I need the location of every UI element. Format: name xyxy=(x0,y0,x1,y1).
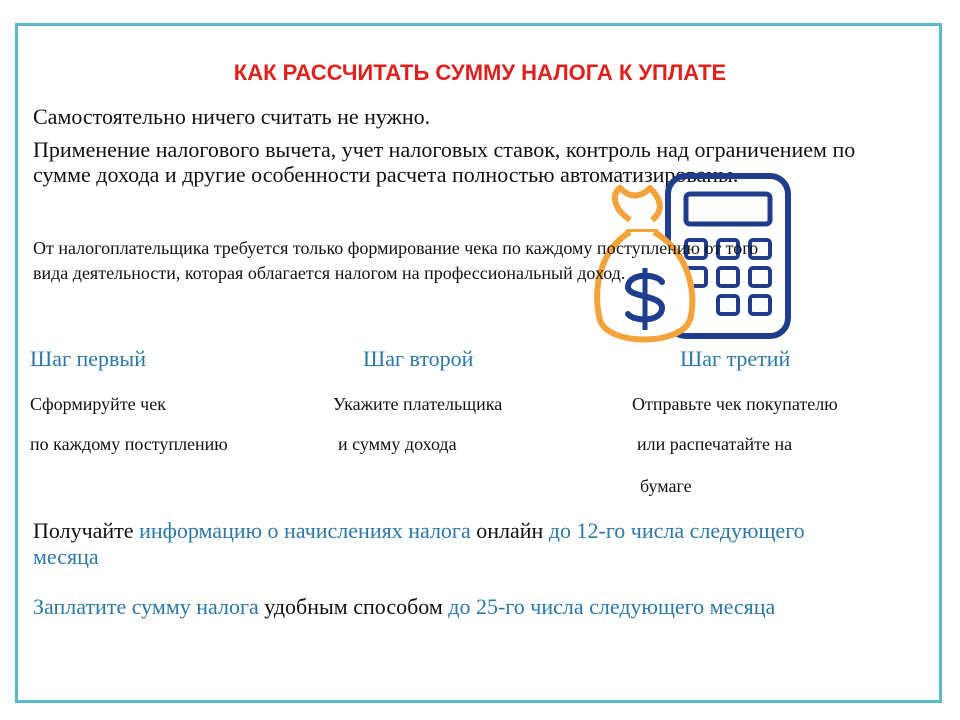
step-1-heading: Шаг первый xyxy=(30,346,146,371)
info-highlight-2: до 12-го числа следующего месяца xyxy=(33,518,805,569)
step-3-line-3: бумаге xyxy=(640,476,692,496)
requirement-paragraph: От налогоплательщика требуется только формирование чека по каждому поступлению от того вида деятельности, которая облагается налогом на профессиональный доход. xyxy=(33,238,759,283)
payment-highlight-1: Заплатите сумму налога xyxy=(33,594,259,619)
slide-title: КАК РАССЧИТАТЬ СУММУ НАЛОГА К УПЛАТЕ xyxy=(233,60,727,85)
step-2-line-1: Укажите плательщика xyxy=(333,394,503,414)
step-2-line-2: и сумму дохода xyxy=(338,434,457,454)
automation-paragraph: Применение налогового вычета, учет налоговых ставок, контроль над ограничением по сумме дохода и другие особенности расчета полностью автоматизированы. xyxy=(33,137,856,187)
info-text-1: Получайте xyxy=(33,518,140,543)
step-1-line-2: по каждому поступлению xyxy=(30,434,228,454)
payment-highlight-2: до 25-го числа следующего месяца xyxy=(448,594,776,619)
step-2-heading: Шаг второй xyxy=(363,346,474,371)
info-deadline-paragraph xyxy=(33,518,853,570)
step-1-line-1: Сформируйте чек xyxy=(30,394,166,414)
step-3-line-2: или распечатайте на xyxy=(637,434,793,454)
step-3-line-1: Отправьте чек покупателю xyxy=(632,394,838,414)
step-3-heading: Шаг третий xyxy=(680,346,791,371)
payment-text-1: удобным способом xyxy=(258,594,449,619)
info-highlight-1: информацию о начислениях налога xyxy=(139,518,471,543)
payment-deadline-paragraph xyxy=(33,594,933,620)
intro-paragraph: Самостоятельно ничего считать не нужно. xyxy=(33,104,431,129)
info-text-2: онлайн xyxy=(470,518,549,543)
